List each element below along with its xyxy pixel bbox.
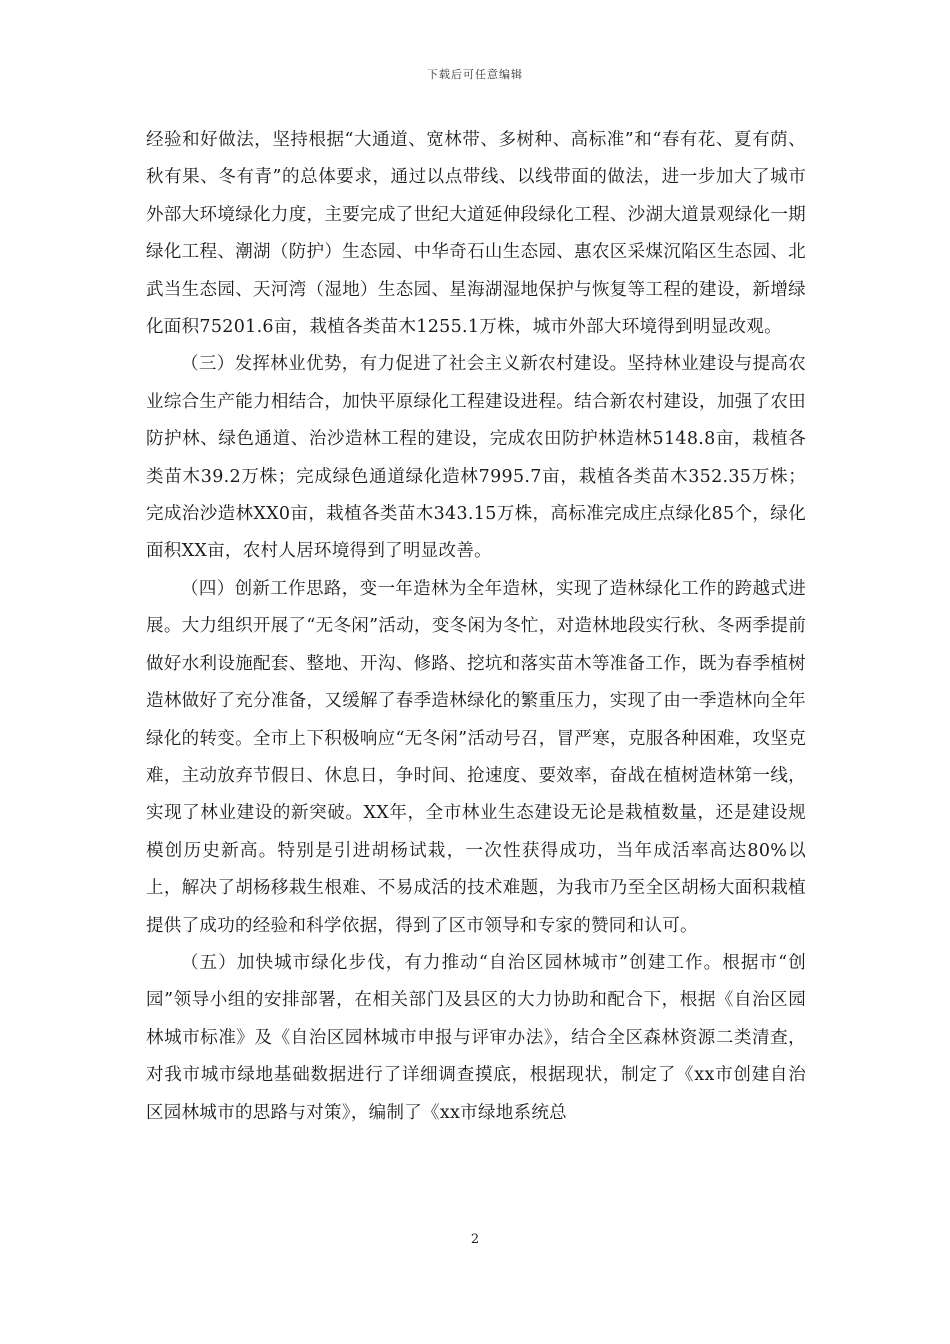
- document-body: [146, 122, 806, 1132]
- page-header: 下载后可任意编辑: [427, 68, 523, 81]
- paragraph-3: （四）创新工作思路，变一年造林为全年造林，实现了造林绿化工作的跨越式进展。大力组织开展了“无冬闲”活动，变冬闲为冬忙，对造林地段实行秋、冬两季提前做好水利设施配套、整地、开沟、修路、挖坑和落实苗木等准备工作，既为春季植树造林做好了充分准备，又缓解了春季造林绿化的繁重压力，实现了由一季造林向全年绿化的转变。全市上下积极响应“无冬闲”活动号召，冒严寒，克服各种困难，攻坚克难，主动放弃节假日、休息日，争时间、抢速度、要效率，奋战在植树造林第一线，实现了林业建设的新突破。XX年，全市林业生态建设无论是栽植数量，还是建设规模创历史新高。特别是引进胡杨试栽，一次性获得成功，当年成活率高达80%以上，解决了胡杨移栽生根难、不易成活的技术难题，为我市乃至全区胡杨大面积栽植提供了成功的经验和科学依据，得到了区市领导和专家的赞同和认可。: [146, 578, 806, 936]
- paragraph-1: 经验和好做法，坚持根据“大通道、宽林带、多树种、高标准”和“春有花、夏有荫、秋有果、冬有青”的总体要求，通过以点带线、以线带面的做法，进一步加大了城市外部大环境绿化力度，主要完成了世纪大道延伸段绿化工程、沙湖大道景观绿化一期绿化工程、潮湖（防护）生态园、中华奇石山生态园、惠农区采煤沉陷区生态园、北武当生态园、天河湾（湿地）生态园、星海湖湿地保护与恢复等工程的建设，新增绿化面积75201.6亩，栽植各类苗木1255.1万株，城市外部大环境得到明显改观。: [146, 130, 806, 338]
- page-number: 2: [470, 1232, 480, 1247]
- paragraph-2: （三）发挥林业优势，有力促进了社会主义新农村建设。坚持林业建设与提高农业综合生产能力相结合，加快平原绿化工程建设进程。结合新农村建设，加强了农田防护林、绿色通道、治沙造林工程的建设，完成农田防护林造林5148.8亩，栽植各类苗木39.2万株；完成绿色通道绿化造林7995.7亩，栽植各类苗木352.35万株；完成治沙造林XX0亩，栽植各类苗木343.15万株，高标准完成庄点绿化85个，绿化面积XX亩，农村人居环境得到了明显改善。: [146, 354, 806, 562]
- paragraph-4: （五）加快城市绿化步伐，有力推动“自治区园林城市”创建工作。根据市“创园”领导小组的安排部署，在相关部门及县区的大力协助和配合下，根据《自治区园林城市标准》及《自治区园林城市申报与评审办法》，结合全区森林资源二类清查，对我市城市绿地基础数据进行了详细调查摸底，根据现状，制定了《xx市创建自治区园林城市的思路与对策》，编制了《xx市绿地系统总: [146, 952, 806, 1123]
